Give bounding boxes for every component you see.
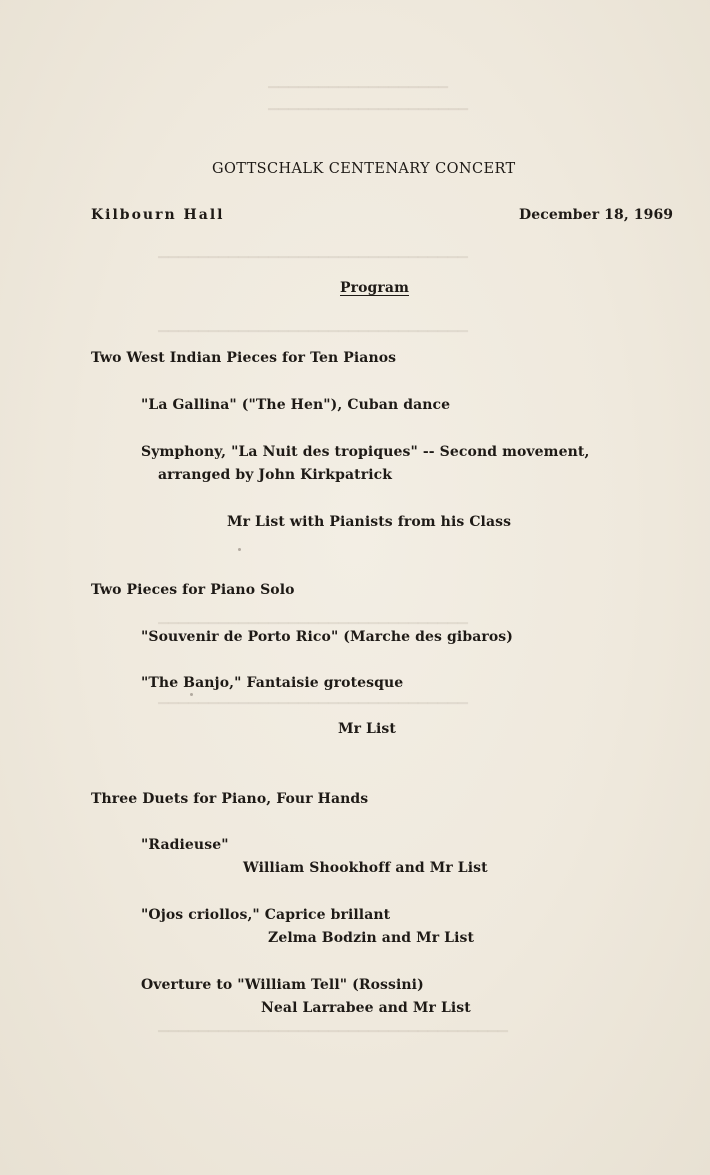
piece-title: "Ojos criollos," Caprice brillant: [141, 907, 391, 923]
concert-venue: Kilbourn Hall: [91, 207, 225, 223]
paper-speck: [238, 548, 241, 551]
piece-arranger: arranged by John Kirkpatrick: [158, 467, 393, 483]
concert-title: GOTTSCHALK CENTENARY CONCERT: [212, 161, 516, 177]
program-heading: Program: [340, 280, 409, 296]
section-heading: Three Duets for Piano, Four Hands: [91, 791, 369, 807]
concert-date: December 18, 1969: [519, 207, 674, 223]
performers: Neal Larrabee and Mr List: [261, 1000, 471, 1016]
section-heading: Two Pieces for Piano Solo: [91, 582, 295, 598]
performers: Zelma Bodzin and Mr List: [268, 930, 475, 946]
paper-speck: [190, 693, 193, 696]
piece-title: "La Gallina" ("The Hen"), Cuban dance: [141, 397, 451, 413]
piece-title: "Souvenir de Porto Rico" (Marche des gibaros): [141, 629, 513, 645]
performers: William Shookhoff and Mr List: [243, 860, 488, 876]
piece-title: "The Banjo," Fantaisie grotesque: [141, 675, 404, 691]
piece-title: "Radieuse": [141, 837, 229, 853]
performers: Mr List: [338, 721, 396, 737]
piece-title: Overture to "William Tell" (Rossini): [141, 977, 424, 993]
program-page: ▁▁▁▁▁▁▁▁▁▁▁▁▁▁▁▁▁▁ ▁▁▁▁▁▁▁▁▁▁▁▁▁▁▁▁▁▁▁▁ ▁▁▁▁▁▁▁▁▁▁▁▁▁▁▁▁▁▁▁▁▁▁▁▁▁▁▁▁▁▁▁ ▁▁▁▁▁▁▁▁▁▁▁▁▁▁▁▁▁▁▁▁▁▁▁▁▁▁▁▁▁▁▁ ▁▁▁▁▁▁▁▁▁▁▁▁▁▁▁▁▁▁▁▁▁▁▁▁▁▁▁▁▁▁▁ ▁▁▁▁▁▁▁▁▁▁▁▁▁▁▁▁▁▁▁▁▁▁▁▁▁▁▁▁▁▁▁ ▁▁▁▁▁▁▁▁▁▁▁▁▁▁▁▁▁▁▁▁▁▁▁▁▁▁▁▁▁▁▁▁▁▁▁ GOTTSCHALK CENTENARY CONCERT Kilbourn Hall December 18, 1969 Program Two West Indian Pieces for Ten Pianos "La Gallina" ("The Hen"), Cuban dance Symphony, "La Nuit des tropiques" -- Second movement, arranged by John Kirkpatrick Mr List with Pianists from his Class Two Pieces for Piano Solo "Souvenir de Porto Rico" (Marche des gibaros) "The Banjo," Fantaisie grotesque Mr List Three Duets for Piano, Four Hands "Radieuse" William Shookhoff and Mr List "Ojos criollos," Caprice brillant Zelma Bodzin and Mr List Overture to "William Tell" (Rossini) Neal Larrabee and Mr List: [0, 0, 710, 1175]
piece-title: Symphony, "La Nuit des tropiques" -- Second movement,: [141, 444, 590, 460]
section-heading: Two West Indian Pieces for Ten Pianos: [91, 350, 397, 366]
performers: Mr List with Pianists from his Class: [227, 514, 512, 530]
